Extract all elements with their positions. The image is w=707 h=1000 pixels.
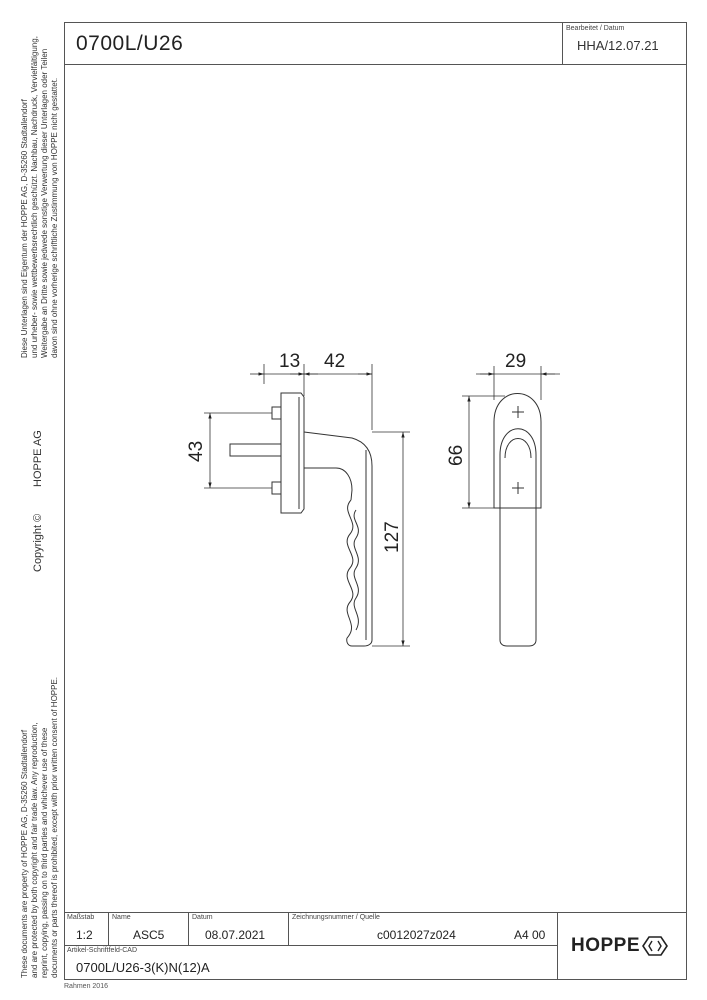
date-value: 08.07.2021 (205, 928, 266, 942)
handle-grip-wave (347, 500, 353, 638)
legal-de-line-1: Diese Unterlagen sind Eigentum der HOPPE AG, D-35260 Stadtallendorf (20, 99, 29, 358)
hoppe-logo (571, 934, 668, 958)
name-label: Name (112, 914, 131, 921)
name-value: ASC5 (133, 928, 165, 942)
legal-en-line-2: and are protected by both copyright and fair trade law. Any reproduction, (30, 722, 39, 978)
legal-de-line-4: davon sind ohne vorherige schriftliche Zustimmung von HOPPE nicht gestattet. (50, 77, 59, 358)
hoppe-logo-icon (642, 935, 668, 957)
screw-top (272, 407, 281, 419)
copyright-company: HOPPE AG (32, 430, 44, 487)
copyright-label: Copyright © (32, 513, 44, 572)
handle-neck (304, 432, 372, 646)
handle-grip-wave-inner (354, 510, 358, 630)
scale-label: Maßstab (67, 914, 95, 921)
title-block-row-divider (64, 945, 557, 946)
cell-divider-3 (288, 912, 289, 945)
screw-bottom (272, 482, 281, 494)
handle-inner-curve (304, 468, 352, 500)
dim-66-text: 66 (446, 444, 467, 466)
dim-29-text: 29 (505, 351, 527, 372)
edit-label: Bearbeitet / Datum (566, 25, 625, 32)
scale-value: 1:2 (76, 928, 93, 942)
frame-label: Rahmen 2016 (64, 983, 108, 990)
cell-divider-1 (108, 912, 109, 945)
handle-front-inner (505, 439, 531, 459)
format-value: A4 00 (514, 928, 546, 942)
dim-127-text: 127 (382, 521, 403, 553)
dim-43-text: 43 (186, 440, 207, 462)
dim-13-text: 13 (279, 351, 301, 372)
article-value: 0700L/U26-3(K)N(12)A (76, 960, 210, 975)
legal-en-line-3: reprint, copying, passing on to third parties and whichever use of these (40, 727, 49, 978)
cell-divider-2 (188, 912, 189, 945)
rosette-side (281, 393, 304, 513)
dim-42-text: 42 (324, 351, 346, 372)
drawing-title: 0700L/U26 (76, 32, 184, 55)
title-block-logo-divider (557, 912, 558, 980)
drawing-number-label: Zeichnungsnummer / Quelle (292, 914, 380, 921)
handle-front (500, 429, 536, 646)
hoppe-logo-text: HOPPE (571, 935, 641, 956)
date-label: Datum (192, 914, 213, 921)
legal-en-line-4: documents or parts thereof is prohibited, except with prior written consent of HOPPE. (50, 676, 59, 978)
article-label: Artikel-Schriftfeld-CAD (67, 947, 138, 954)
legal-de-line-2: und urheber- sowie wettbewerbsrechtlich geschützt. Nachbau, Nachdruck, Vervielfältigung, (30, 36, 39, 358)
edit-value: HHA/12.07.21 (577, 38, 659, 53)
drawing-number-value: c0012027z024 (377, 928, 456, 942)
spindle (230, 444, 281, 456)
legal-en-line-1: These documents are property of HOPPE AG, D-35260 Stadtallendorf (20, 729, 29, 978)
legal-de-line-3: Weitergabe an Dritte sowie jedwede sonstige Verwertung dieser Unterlagen oder Teilen (40, 48, 49, 358)
